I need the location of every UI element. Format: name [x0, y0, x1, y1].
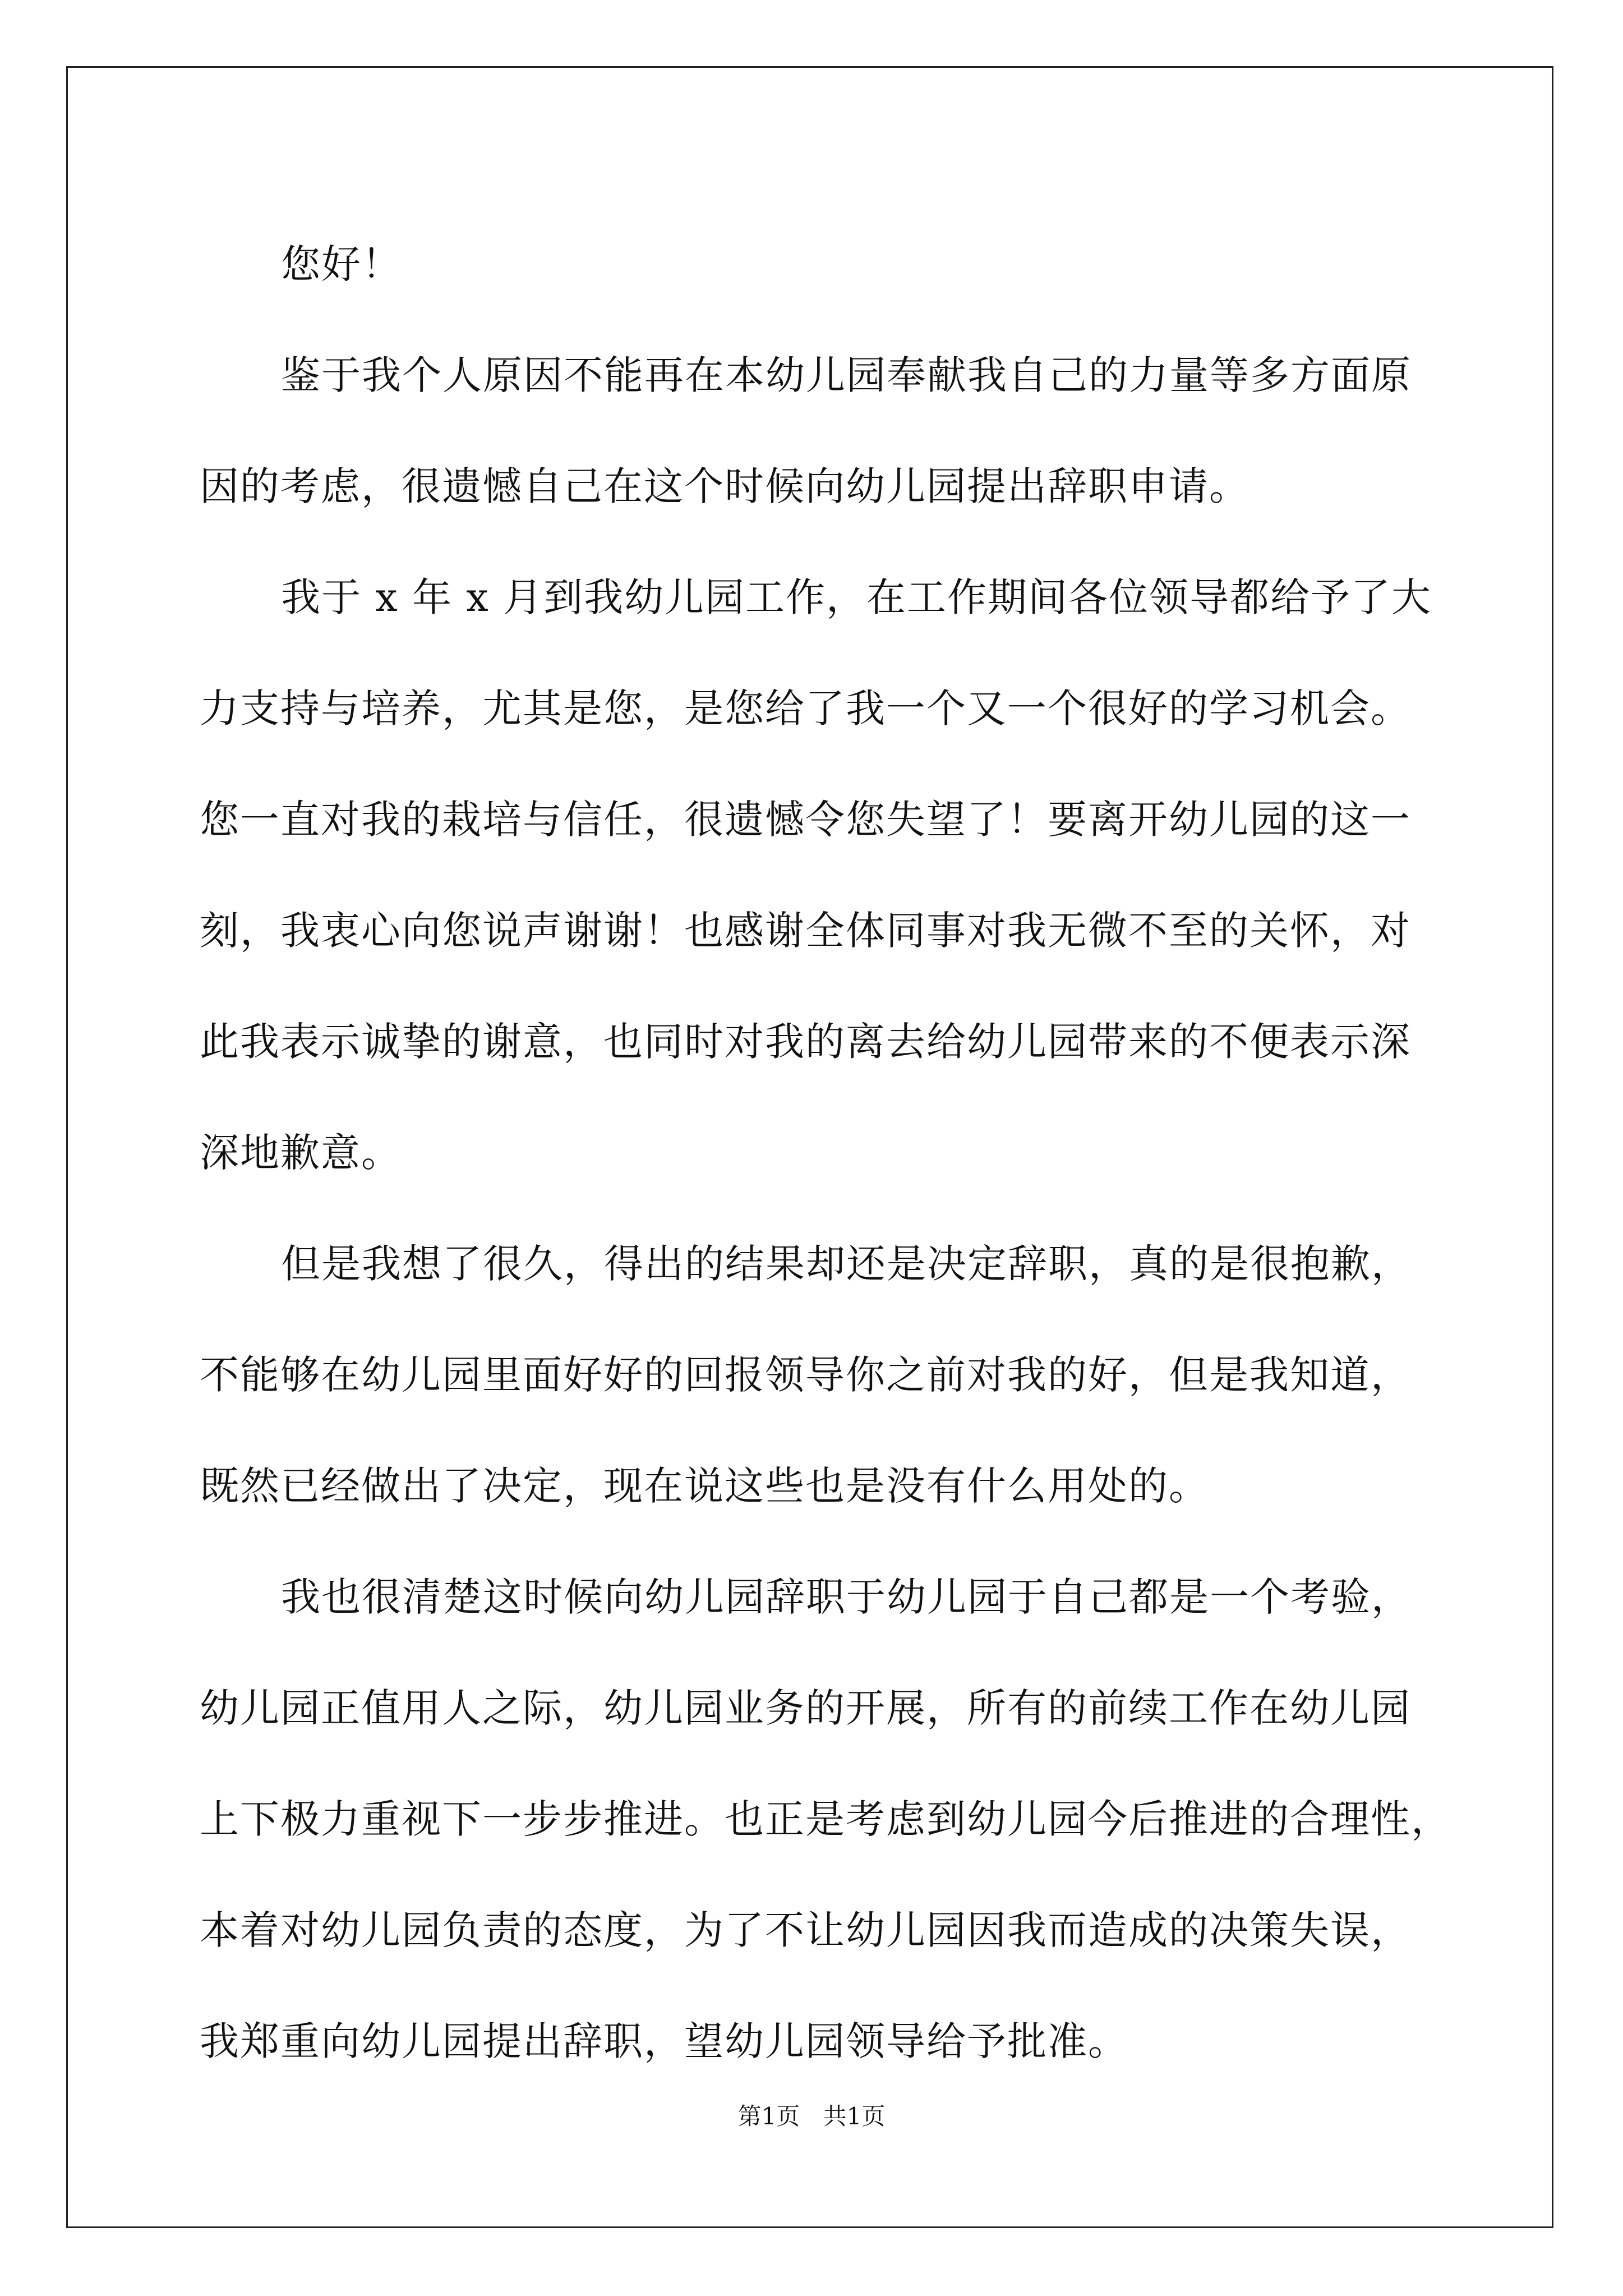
paragraph-line: 不能够在幼儿园里面好好的回报领导你之前对我的好，但是我知道， — [200, 1352, 1411, 1398]
paragraph-line: 此我表示诚挚的谢意，也同时对我的离去给幼儿园带来的不便表示深 — [200, 1019, 1411, 1065]
paragraph-line: 本着对幼儿园负责的态度，为了不让幼儿园因我而造成的决策失误， — [200, 1907, 1411, 1953]
paragraph-line: 幼儿园正值用人之际，幼儿园业务的开展，所有的前续工作在幼儿园 — [200, 1685, 1411, 1731]
page-number-current: 第1页 — [737, 2102, 800, 2130]
page-footer — [0, 2098, 1623, 2132]
paragraph-line: 既然已经做出了决定，现在说这些也是没有什么用处的。 — [200, 1463, 1209, 1509]
paragraph-line: 力支持与培养，尤其是您，是您给了我一个又一个很好的学习机会。 — [200, 685, 1411, 731]
paragraph-line: 您一直对我的栽培与信任，很遗憾令您失望了！要离开幼儿园的这一 — [200, 797, 1411, 843]
paragraph-line: 刻，我衷心向您说声谢谢！也感谢全体同事对我无微不至的关怀，对 — [200, 908, 1411, 954]
paragraph-line: 但是我想了很久，得出的结果却还是决定辞职，真的是很抱歉， — [281, 1241, 1412, 1287]
paragraph-line: 我郑重向幼儿园提出辞职，望幼儿园领导给予批准。 — [200, 2018, 1128, 2064]
paragraph-line: 我于 x 年 x 月到我幼儿园工作，在工作期间各位领导都给予了大 — [281, 574, 1432, 620]
page-number-total: 共1页 — [823, 2102, 886, 2130]
paragraph-line: 深地歉意。 — [200, 1130, 402, 1176]
paragraph-line: 鉴于我个人原因不能再在本幼儿园奉献我自己的力量等多方面原 — [281, 352, 1412, 398]
paragraph-line: 因的考虑，很遗憾自己在这个时候向幼儿园提出辞职申请。 — [200, 463, 1249, 509]
greeting: 您好！ — [281, 241, 402, 287]
paragraph-line: 上下极力重视下一步步推进。也正是考虑到幼儿园今后推进的合理性， — [200, 1796, 1451, 1842]
letter-body — [200, 209, 1461, 2097]
paragraph-line: 我也很清楚这时候向幼儿园辞职于幼儿园于自己都是一个考验， — [281, 1574, 1412, 1620]
